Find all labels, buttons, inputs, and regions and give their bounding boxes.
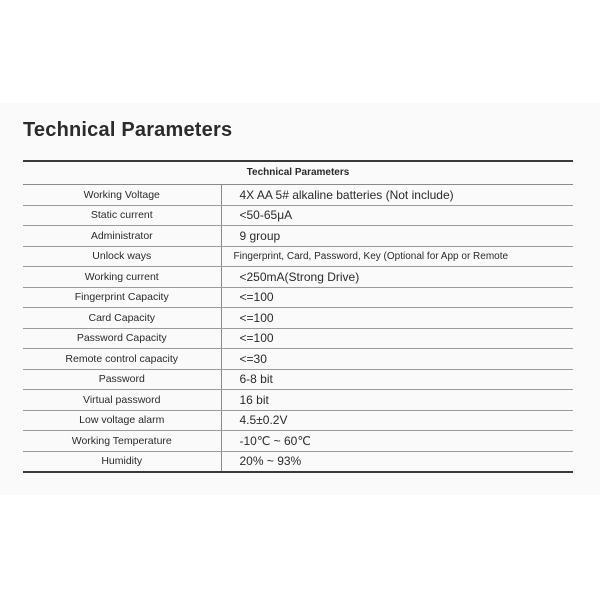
row-label: Fingerprint Capacity xyxy=(23,287,221,308)
table-row xyxy=(23,431,573,452)
row-value: 16 bit xyxy=(221,390,573,411)
row-value: 20% ~ 93% xyxy=(221,451,573,472)
row-label: Virtual password xyxy=(23,390,221,411)
row-label: Remote control capacity xyxy=(23,349,221,370)
row-label: Administrator xyxy=(23,226,221,247)
row-label: Humidity xyxy=(23,451,221,472)
page-title: Technical Parameters xyxy=(23,119,233,141)
row-value: 4.5±0.2V xyxy=(221,410,573,431)
table-row xyxy=(23,328,573,349)
technical-parameters-table xyxy=(23,160,573,473)
table-row xyxy=(23,185,573,205)
table-row xyxy=(23,390,573,411)
row-value: 4X AA 5# alkaline batteries (Not include) xyxy=(221,185,573,205)
table-row xyxy=(23,267,573,288)
table-row xyxy=(23,226,573,247)
row-value: <=100 xyxy=(221,328,573,349)
table-row xyxy=(23,369,573,390)
table-row xyxy=(23,308,573,329)
row-value: <=100 xyxy=(221,287,573,308)
row-value: <50-65μA xyxy=(221,205,573,226)
row-label: Password xyxy=(23,369,221,390)
row-label: Password Capacity xyxy=(23,328,221,349)
row-value: -10℃ ~ 60℃ xyxy=(221,431,573,452)
row-value: <250mA(Strong Drive) xyxy=(221,267,573,288)
table-row xyxy=(23,349,573,370)
row-label: Working current xyxy=(23,267,221,288)
row-value: 9 group xyxy=(221,226,573,247)
row-label: Working Temperature xyxy=(23,431,221,452)
row-value: <=100 xyxy=(221,308,573,329)
row-label: Unlock ways xyxy=(23,246,221,267)
row-value: <=30 xyxy=(221,349,573,370)
row-value: 6-8 bit xyxy=(221,369,573,390)
row-label: Low voltage alarm xyxy=(23,410,221,431)
row-value: Fingerprint, Card, Password, Key (Optional for App or Remote xyxy=(221,246,573,267)
row-label: Static current xyxy=(23,205,221,226)
row-label: Card Capacity xyxy=(23,308,221,329)
table-row xyxy=(23,287,573,308)
table-caption: Technical Parameters xyxy=(23,160,573,185)
table-row xyxy=(23,205,573,226)
table-row xyxy=(23,451,573,472)
table-row xyxy=(23,246,573,267)
row-label: Working Voltage xyxy=(23,185,221,205)
table-row xyxy=(23,410,573,431)
